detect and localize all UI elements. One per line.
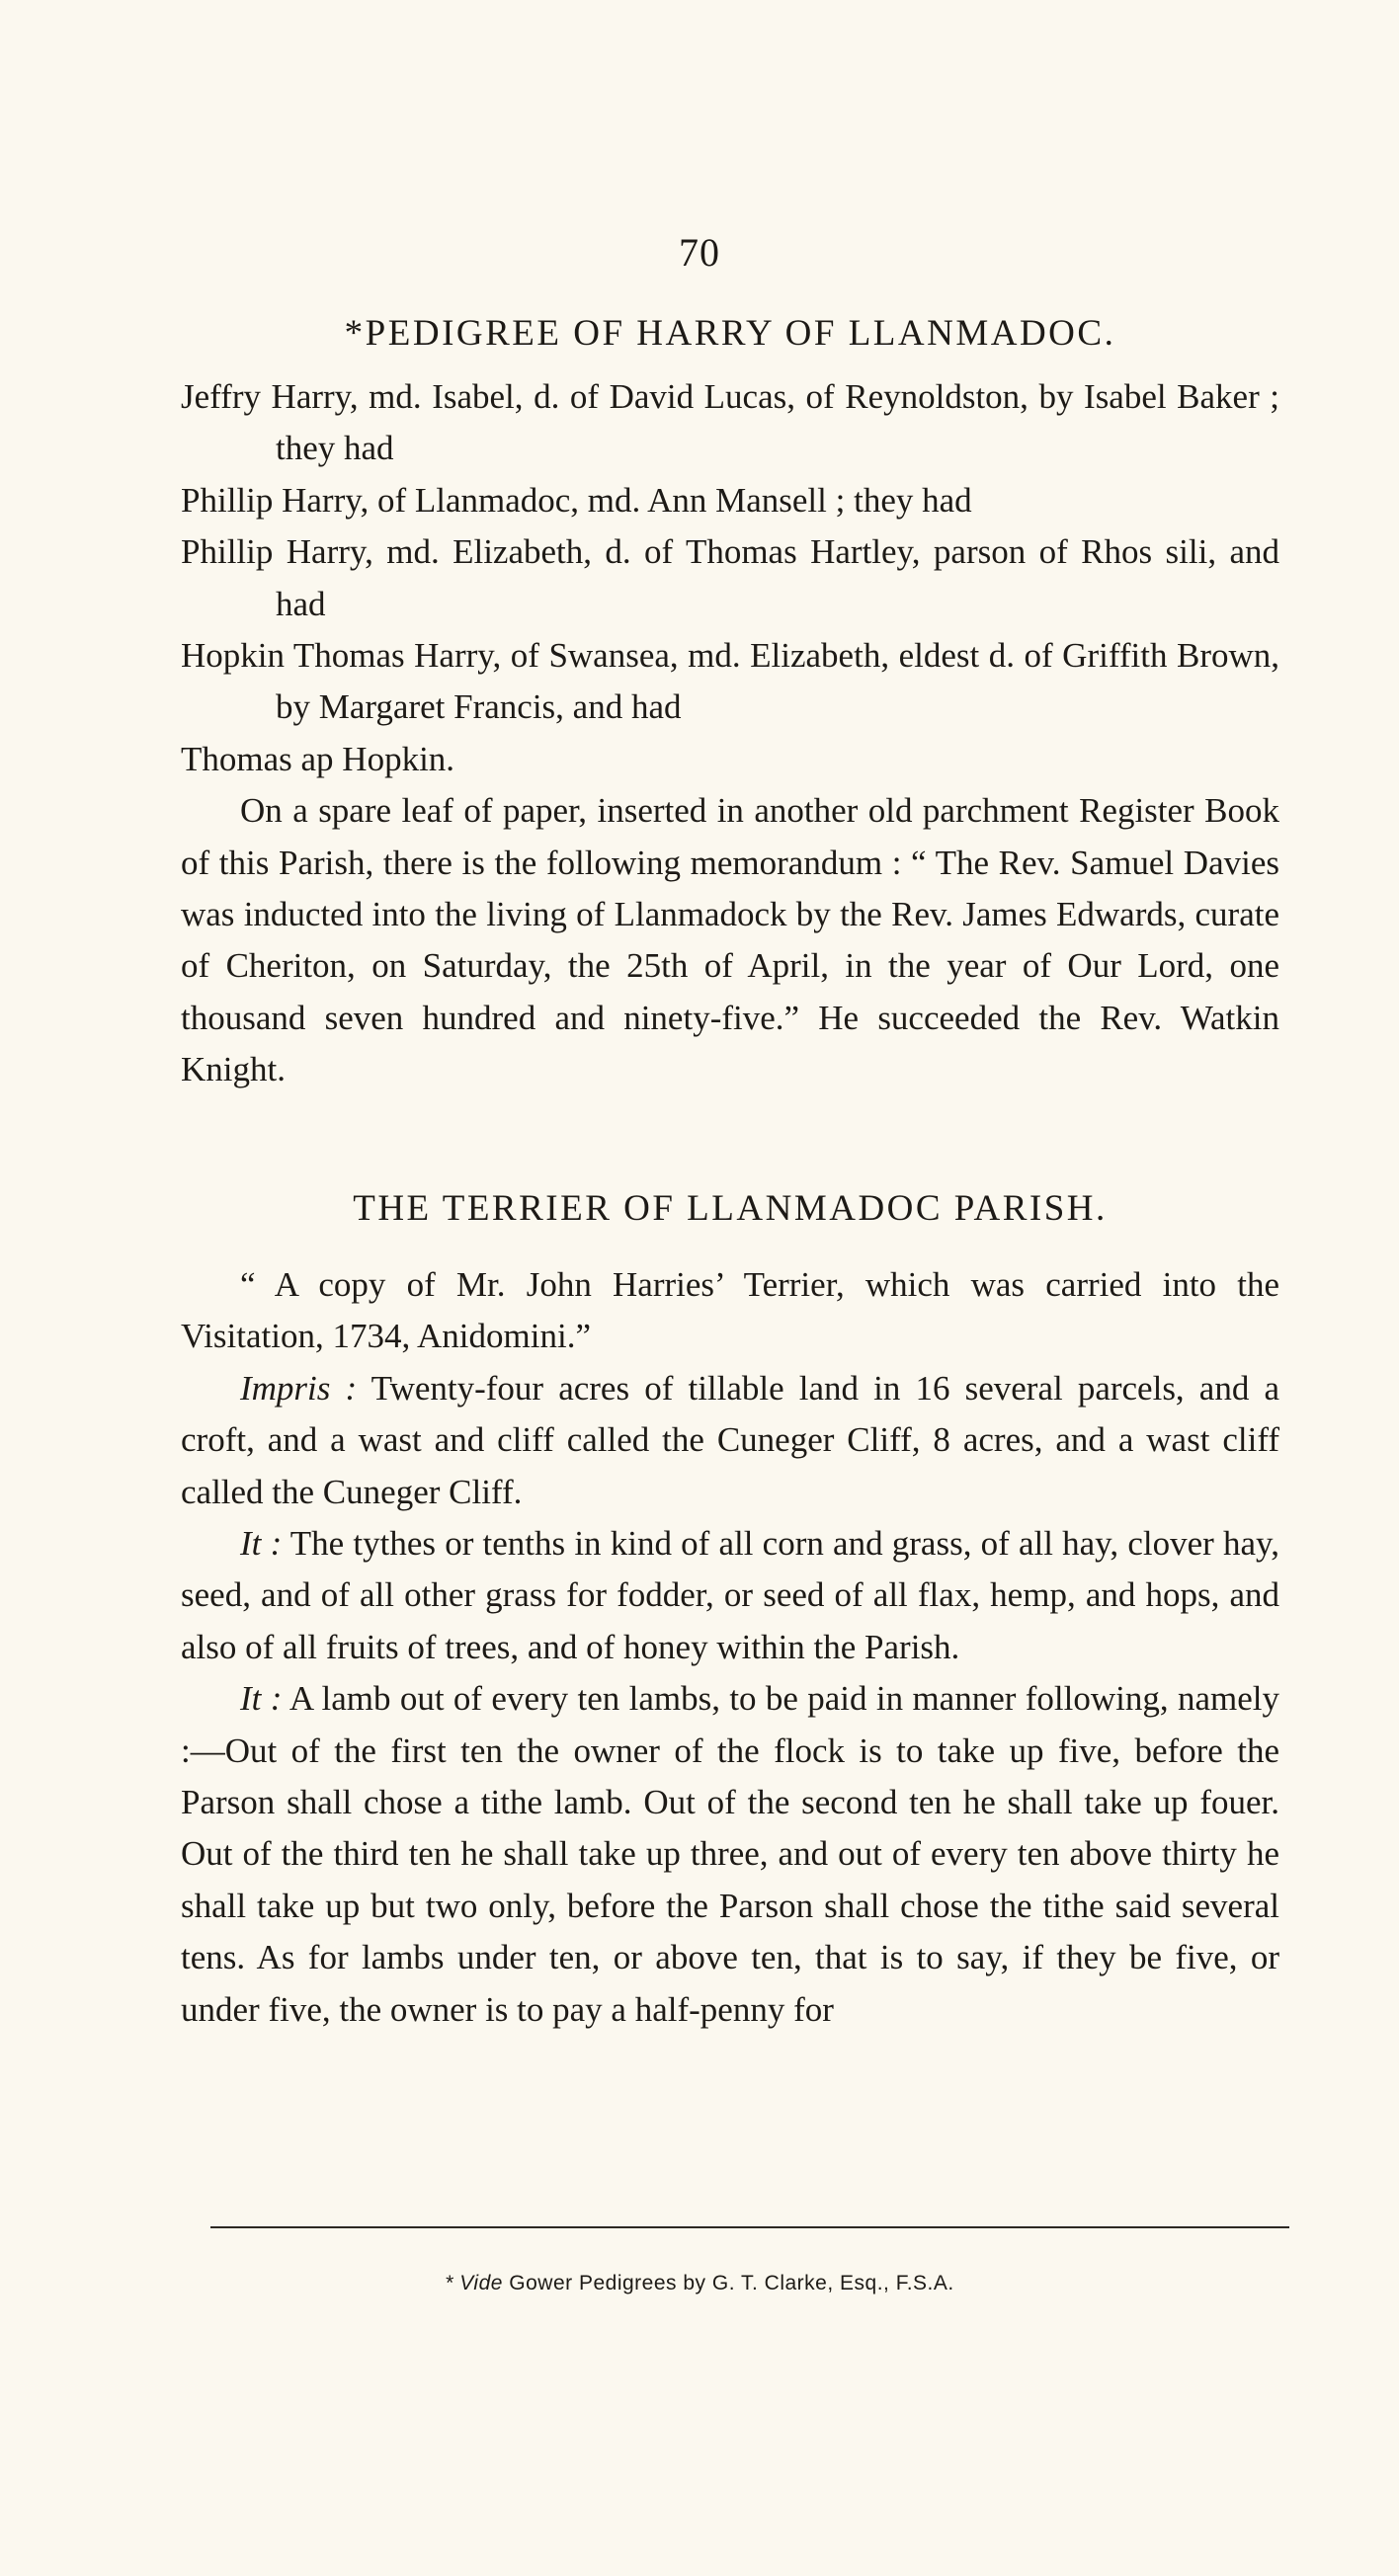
- terrier-item-lead: It :: [240, 1524, 283, 1564]
- footnote-text: Gower Pedigrees by G. T. Clarke, Esq., F.S.A.: [509, 2272, 954, 2294]
- page-number: 70: [679, 230, 720, 275]
- pedigree-entry: Hopkin Thomas Harry, of Swansea, md. Elizabeth, eldest d. of Griffith Brown, by Margaret Francis, and had: [181, 636, 1279, 727]
- pedigree-entry: Phillip Harry, of Llanmadoc, md. Ann Mansell ; they had: [181, 480, 972, 520]
- terrier-item: [181, 1363, 1279, 1518]
- terrier-item-text: The tythes or tenths in kind of all corn and grass, of all hay, clover hay, seed, and of all other grass for fodder, or seed of all flax, hemp, and hops, and also of all fruits of trees, and of honey within the Parish.: [181, 1524, 1279, 1666]
- footnote-divider: [210, 2226, 1289, 2228]
- footnote: [0, 2272, 1399, 2295]
- terrier-item-text: Twenty-four acres of tillable land in 16 several parcels, and a croft, and a wast and cliff called the Cuneger Cliff, 8 acres, and a wast cliff called the Cuneger Cliff.: [181, 1368, 1279, 1511]
- pedigree-entry: Thomas ap Hopkin.: [181, 739, 455, 778]
- footnote-vide: * Vide: [445, 2272, 503, 2294]
- terrier-item: [181, 1518, 1279, 1673]
- pedigree-heading: *PEDIGREE OF HARRY OF LLANMADOC.: [344, 313, 1116, 354]
- terrier-item-lead: It :: [240, 1679, 283, 1719]
- memorandum-paragraph: On a spare leaf of paper, inserted in another old parchment Register Book of this Parish, there is the following memorandum : “ The Rev. Samuel Davies was inducted into the living of Llanmadock by the Rev. James Edwards, curate of Cheriton, on Saturday, the 25th of April, in the year of Our Lord, one thousand seven hundred and ninety-five.” He succeeded the Rev. Watkin Knight.: [181, 791, 1279, 1089]
- terrier-heading: THE TERRIER OF LLANMADOC PARISH.: [353, 1188, 1108, 1229]
- terrier-item-lead: Impris :: [240, 1368, 358, 1408]
- terrier-item-text: A lamb out of every ten lambs, to be paid in manner following, namely :—Out of the first ten the owner of the flock is to take up five, before the Parson shall chose a tithe lamb. Out of the second ten he shall take up fouer. Out of the third ten he shall take up three, and out of every ten above thirty he shall take up but two only, before the Parson shall chose the tithe said several tens. As for lambs under ten, or above ten, that is to say, if they be five, or under five, the owner is to pay a half-penny for: [181, 1679, 1279, 2029]
- pedigree-section: [181, 371, 1279, 1096]
- terrier-item: [181, 1673, 1279, 2036]
- pedigree-entry: Jeffry Harry, md. Isabel, d. of David Lucas, of Reynoldston, by Isabel Baker ; they had: [181, 377, 1279, 468]
- pedigree-entry: Phillip Harry, md. Elizabeth, d. of Thomas Hartley, parson of Rhos sili, and had: [181, 532, 1279, 623]
- terrier-section: [181, 1259, 1279, 2036]
- terrier-intro: “ A copy of Mr. John Harries’ Terrier, which was carried into the Visitation, 1734, Anidomini.”: [181, 1265, 1279, 1356]
